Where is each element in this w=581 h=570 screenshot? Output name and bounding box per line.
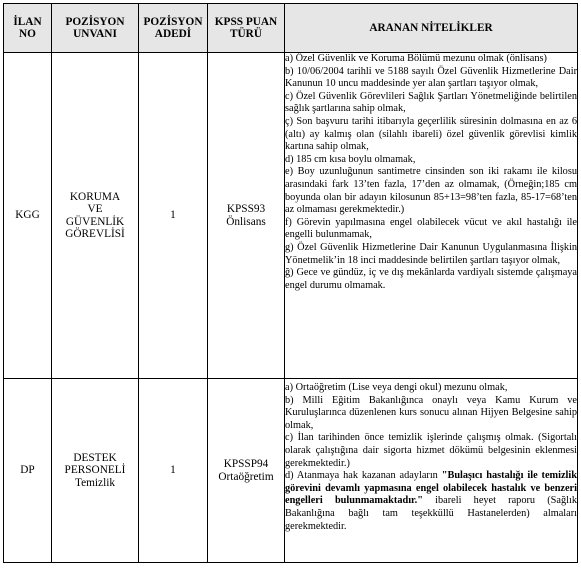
table-row bbox=[4, 53, 578, 379]
nitelik-item-d bbox=[285, 470, 577, 533]
nitelik-item: b) Milli Eğitim Bakanlığınca onaylı veya Kamu Kurum ve Kuruluşlarınca düzenlenen kurs sonucu alınan Hijyen Belgesine sahip olmak, bbox=[285, 394, 577, 431]
unvan-line: GÖREVLİSİ bbox=[65, 228, 125, 240]
cell-ilan-no: DP bbox=[4, 379, 52, 563]
kpss-line: Ortaöğretim bbox=[218, 470, 274, 483]
nitelik-item: c) Özel Güvenlik Görevlileri Sağlık Şartları Yönetmeliğinde belirtilen sağlık şartlarına sahip olmak, bbox=[285, 90, 577, 115]
nitelik-item: f) Görevin yapılmasına engel olabilecek vücut ve akıl hastalığı ile engelli bulunmamak, bbox=[285, 216, 577, 241]
table-row bbox=[4, 379, 578, 563]
header-pozisyon-unvani: POZİSYON UNVANI bbox=[52, 4, 139, 53]
unvan-line: GÜVENLİK bbox=[65, 215, 125, 228]
nitelik-d-suffix: ibareli heyet raporu (Sağlık Bakanlığına bağlı tam teşekküllü Hastanelerden) almaları gerekmektedir. bbox=[285, 495, 577, 532]
kpss-line: Önlisans bbox=[226, 215, 266, 228]
header-pozisyon-adedi: POZİSYON ADEDİ bbox=[139, 4, 208, 53]
cell-kpss bbox=[208, 53, 285, 379]
cell-nitelikler bbox=[285, 53, 578, 379]
nitelik-item: a) Ortaöğretim (Lise veya dengi okul) mezunu olmak, bbox=[285, 382, 508, 393]
cell-kpss bbox=[208, 379, 285, 563]
nitelik-item: g) Özel Güvenlik Hizmetlerine Dair Kanunun Uygulanmasına İlişkin Yönetmelik’in 18 inci maddesinde belirtilen şartları taşıyor olmak, bbox=[285, 241, 577, 266]
nitelik-item: ğ) Gece ve gündüz, iç ve dış mekânlarda vardiyalı sistemde çalışmaya engel durumu olmamak. bbox=[285, 267, 577, 291]
kpss-line: KPSS93 bbox=[226, 203, 266, 215]
nitelik-item: ç) Son başvuru tarihi itibarıyla geçerlilik süresinin dolmasına en az 6 (altı) ay kalmış olan (silahlı ibareli) özel güvenlik görevlisi kimlik kartına sahip olmak, bbox=[285, 115, 577, 153]
header-aranan-nitelikler: ARANAN NİTELİKLER bbox=[285, 4, 578, 53]
header-kpss-puan-turu: KPSS PUAN TÜRÜ bbox=[208, 4, 285, 53]
kpss-line: KPSSP94 bbox=[223, 458, 269, 470]
cell-unvan bbox=[52, 379, 139, 563]
cell-adet: 1 bbox=[139, 53, 208, 379]
unvan-line: PERSONELİ bbox=[64, 464, 126, 477]
unvan-line: DESTEK bbox=[73, 451, 117, 464]
nitelik-item: d) 185 cm kısa boylu olmamak, bbox=[285, 153, 416, 165]
header-ilan-no: İLAN NO bbox=[4, 4, 52, 53]
unvan-line: KORUMA bbox=[69, 190, 121, 203]
cell-nitelikler bbox=[285, 379, 578, 563]
cell-adet: 1 bbox=[139, 379, 208, 563]
cell-unvan bbox=[52, 53, 139, 379]
nitelik-item: a) Özel Güvenlik ve Koruma Bölümü mezunu olmak (önlisans) bbox=[285, 53, 547, 64]
nitelik-d-prefix: d) Atanmaya hak kazanan adayların bbox=[285, 470, 442, 482]
nitelik-item: e) Boy uzunluğunun santimetre cinsinden son iki rakamı ile kilosu arasındaki fark 13’ten fazla, 17’den az olmamak, (Örneğin;185 cm boyunda olan bir adayın kilosunun 85+13=98’ten fazla, 85-17=68’ten az olmaması gerekmektedir.) bbox=[285, 166, 577, 216]
header-row bbox=[4, 4, 578, 53]
nitelik-item: c) İlan tarihinden önce temizlik işlerinde çalışmış olmak. (Sigortalı olarak çalıştığına dair sigorta hizmet dökümü belgesinin eklenmesi gerekmektedir.) bbox=[285, 432, 577, 469]
cell-ilan-no: KGG bbox=[4, 53, 52, 379]
unvan-line: Temizlik bbox=[75, 476, 115, 489]
nitelik-item: b) 10/06/2004 tarihli ve 5188 sayılı Özel Güvenlik Hizmetlerine Dair Kanunun 10 uncu maddesinde yer alan şartları taşıyor olmak, bbox=[285, 65, 577, 90]
unvan-line: VE bbox=[87, 203, 103, 215]
nitelik-d-bold: "Bulaşıcı hastalığı ile temizlik görevini devamlı yapmasına engel olabilecek hastalık ve benzeri engelleri bulunmamaktadır." bbox=[285, 470, 577, 507]
job-listing-table bbox=[3, 3, 578, 563]
